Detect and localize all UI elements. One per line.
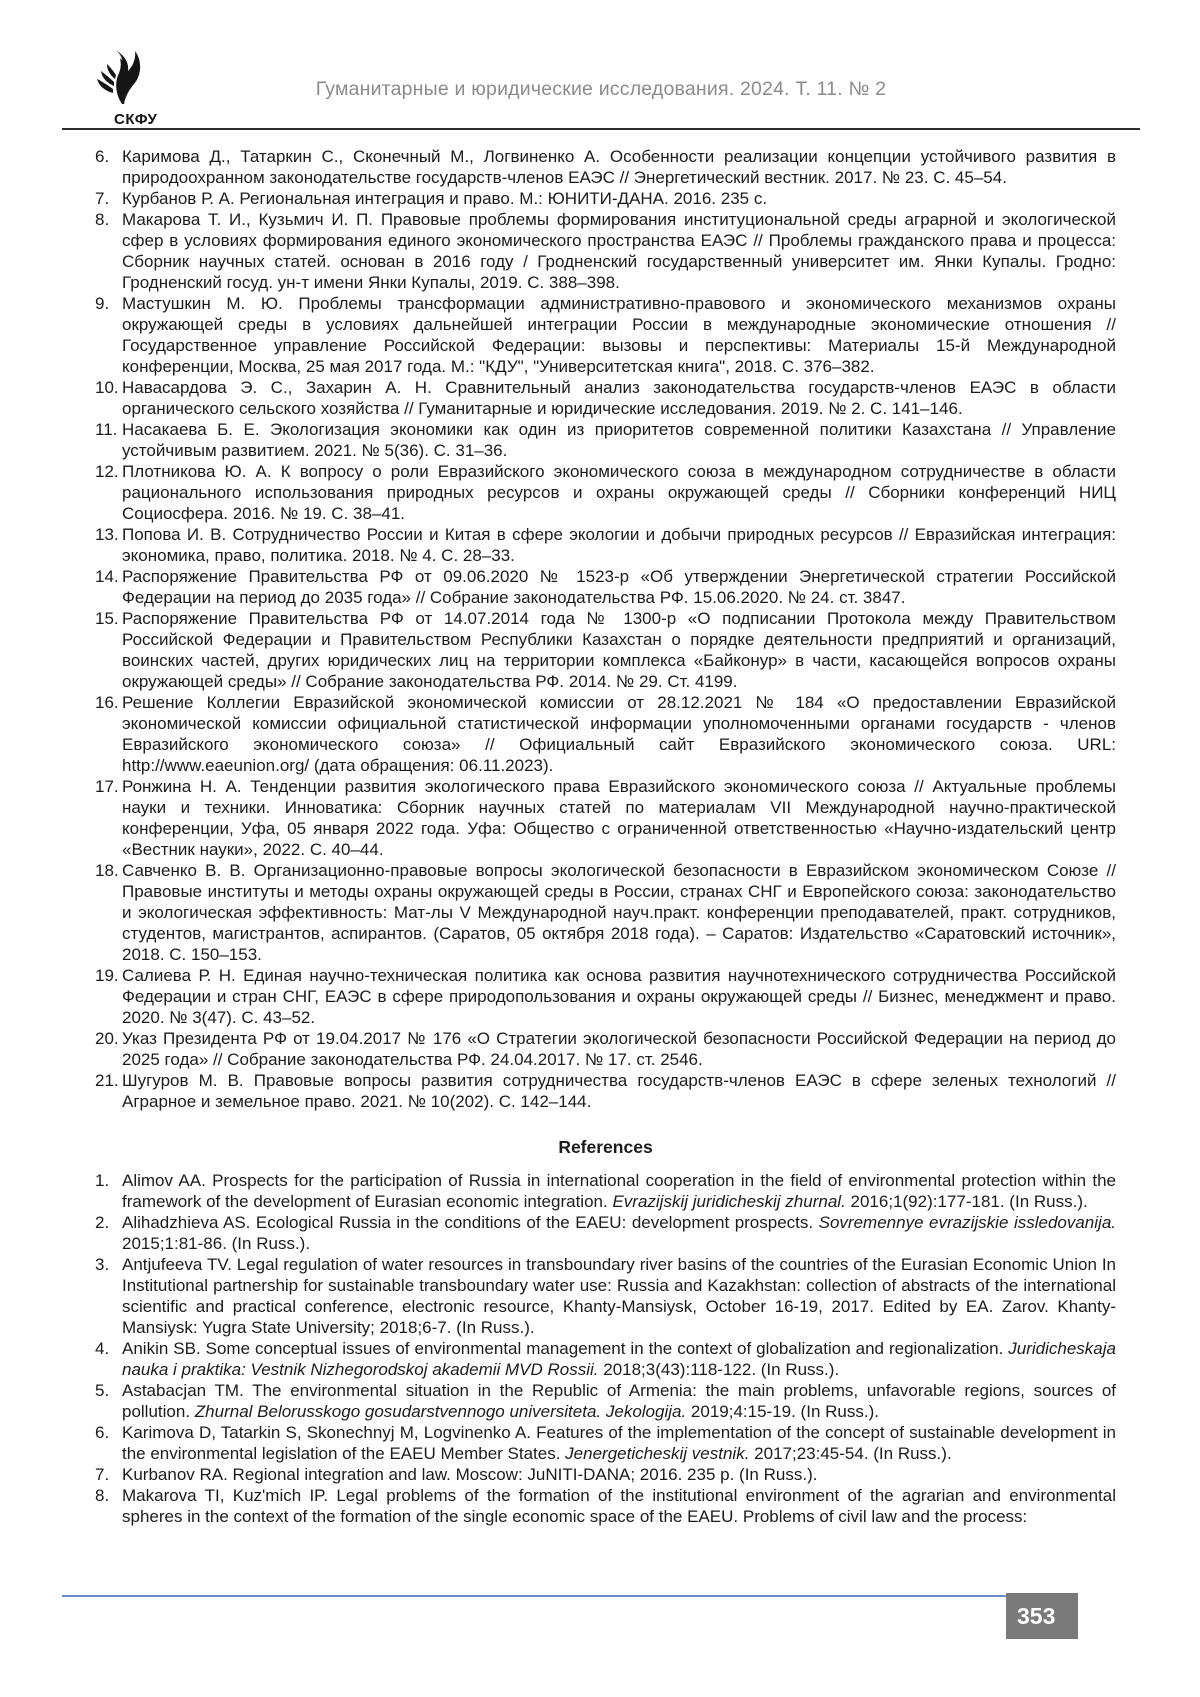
bibliography-item: [95, 776, 1116, 860]
bibliography-item: [95, 860, 1116, 965]
item-number: 6.: [95, 147, 110, 166]
item-number: 7.: [95, 189, 110, 208]
item-text: Савченко В. В. Организационно-правовые вопросы экологической безопасности в Евразийском экономическом Союзе // Правовые институты и методы охраны окружающей среды в России, странах СНГ и Европейского союза: законодательство и экологическая эффективность: Мат-лы V Международной науч.практ. конференции преподавателей, практ. сотрудников, студентов, магистрантов, аспирантов. (Саратов, 05 октября 2018 года). – Саратов: Издательство «Саратовский источник», 2018. С. 150–153.: [122, 861, 1116, 964]
bibliography-item: [95, 146, 1116, 188]
item-text: Kurbanov RA. Regional integration and law. Moscow: JuNITI-DANA; 2016. 235 p. (In Russ.).: [122, 1465, 818, 1484]
bibliography-item: [95, 188, 1116, 209]
bibliography-item: [95, 566, 1116, 608]
item-number: 8.: [95, 210, 110, 229]
item-text: Плотникова Ю. А. К вопросу о роли Евразийского экономического союза в международном сотрудничестве в области рационального использования природных ресурсов и охраны окружающей среды // Сборники конференций НИЦ Социосфера. 2016. № 19. С. 38–41.: [122, 462, 1116, 523]
item-number: 1.: [95, 1171, 110, 1190]
reference-item: [95, 1212, 1116, 1254]
logo-text: СКФУ: [114, 111, 158, 128]
item-text: Решение Коллегии Евразийской экономической комиссии от 28.12.2021 № 184 «О предоставлении Евразийской экономической комиссии официальной статистической информации уполномоченными органами государств - членов Евразийского экономического союза» // Официальный сайт Евразийского экономического союза. URL: http://www.eaeunion.org/ (дата обращения: 06.11.2023).: [122, 693, 1116, 775]
item-number: 9.: [95, 294, 110, 313]
item-text: Alimov AA. Prospects for the participation of Russia in international cooperation in the field of environmental protection within the framework of the development of Eurasian economic integration. Evrazijskij juridicheskij zhurnal. 2016;1(92):177-181. (In Russ.).: [122, 1171, 1116, 1211]
journal-title: Гуманитарные и юридические исследования. 2024. Т. 11. № 2: [315, 78, 887, 100]
item-number: 13.: [95, 525, 119, 544]
item-number: 12.: [95, 462, 119, 481]
item-text: Alihadzhieva AS. Ecological Russia in the conditions of the EAEU: development prospects. Sovremennye evrazijskie issledovanija. 2015;1:81-86. (In Russ.).: [122, 1213, 1116, 1253]
page-content: [95, 146, 1116, 1527]
item-text: Karimova D, Tatarkin S, Skonechnyj M, Logvinenko A. Features of the implementation of the concept of sustainable development in the environmental legislation of the EAEU Member States. Jenergeticheskij vestnik. 2017;23:45-54. (In Russ.).: [122, 1423, 1116, 1463]
reference-item: [95, 1380, 1116, 1422]
item-text: Antjufeeva TV. Legal regulation of water resources in transboundary river basins of the countries of the Eurasian Economic Union In Institutional partnership for sustainable transboundary water use: Russia and Kazakhstan: collection of abstracts of the international scientific and practical conference, electronic resource, Khanty-Mansiysk, October 16-19, 2017. Edited by EA. Zarov. Khanty-Mansiysk: Yugra State University; 2018;6-7. (In Russ.).: [122, 1255, 1116, 1337]
item-number: 7.: [95, 1465, 110, 1484]
item-text: Makarova TI, Kuz'mich IP. Legal problems of the formation of the institutional environment of the agrarian and environmental spheres in the context of the formation of the single economic space of the EAEU. Problems of civil law and the process:: [122, 1486, 1116, 1526]
reference-item: [95, 1254, 1116, 1338]
bibliography-item: [95, 524, 1116, 566]
bibliography-item: [95, 377, 1116, 419]
item-text: Курбанов Р. А. Региональная интеграция и право. М.: ЮНИТИ-ДАНА. 2016. 235 с.: [122, 189, 768, 208]
item-number: 19.: [95, 966, 119, 985]
item-text: Astabacjan TM. The environmental situation in the Republic of Armenia: the main problems, unfavorable regions, sources of pollution. Zhurnal Belorusskogo gosudarstvennogo universiteta. Jekologija. 2019;4:15-19. (In Russ.).: [122, 1381, 1116, 1421]
bibliography-item: [95, 209, 1116, 293]
item-text: Макарова Т. И., Кузьмич И. П. Правовые проблемы формирования институциональной среды аграрной и экологической сфер в условиях формирования единого экономического пространства ЕАЭС // Проблемы гражданского права и процесса: Сборник научных статей. основан в 2016 году / Гродненский государственный университет им. Янки Купалы. Гродно: Гродненский госуд. ун-т имени Янки Купалы, 2019. С. 388–398.: [122, 210, 1116, 292]
item-text: Указ Президента РФ от 19.04.2017 № 176 «О Стратегии экологической безопасности Российской Федерации на период до 2025 года» // Собрание законодательства РФ. 24.04.2017. № 17. ст. 2546.: [122, 1029, 1116, 1069]
item-text: Попова И. В. Сотрудничество России и Китая в сфере экологии и добычи природных ресурсов // Евразийская интеграция: экономика, право, политика. 2018. № 4. С. 28–33.: [122, 525, 1116, 565]
page-header: [62, 0, 1140, 130]
item-number: 8.: [95, 1486, 110, 1505]
reference-item: [95, 1485, 1116, 1527]
item-text: Салиева Р. Н. Единая научно-техническая политика как основа развития научнотехнического сотрудничества Российской Федерации и стран СНГ, ЕАЭС в сфере природопользования и охраны окружающей среды // Бизнес, менеджмент и право. 2020. № 3(47). С. 43–52.: [122, 966, 1116, 1027]
bibliography-item: [95, 1070, 1116, 1112]
bibliography-item: [95, 293, 1116, 377]
reference-item: [95, 1338, 1116, 1380]
item-number: 21.: [95, 1071, 119, 1090]
references-heading: References: [558, 1137, 653, 1157]
bibliography-item: [95, 461, 1116, 524]
references-list: [95, 1170, 1116, 1527]
item-number: 5.: [95, 1381, 110, 1400]
bibliography-item: [95, 608, 1116, 692]
bibliography-item: [95, 692, 1116, 776]
item-text: Ронжина Н. А. Тенденции развития экологического права Евразийского экономического союза // Актуальные проблемы науки и техники. Инноватика: Сборник научных статей по материалам VII Международной научно-практической конференции, Уфа, 05 января 2022 года. Уфа: Общество с ограниченной ответственностью «Научно-издательский центр «Вестник науки», 2022. С. 40–44.: [122, 777, 1116, 859]
item-number: 3.: [95, 1255, 110, 1274]
item-number: 20.: [95, 1029, 119, 1048]
item-number: 15.: [95, 609, 119, 628]
item-number: 16.: [95, 693, 119, 712]
item-text: Каримова Д., Татаркин С., Сконечный М., Логвиненко А. Особенности реализации концепции устойчивого развития в природоохранном законодательстве государств-членов ЕАЭС // Энергетический вестник. 2017. № 23. С. 45–54.: [122, 147, 1116, 187]
item-text: Anikin SB. Some conceptual issues of environmental management in the context of globalization and regionalization. Juridicheskaja nauka i praktika: Vestnik Nizhegorodskoj akademii MVD Rossii. 2018;3(43):118-122. (In Russ.).: [122, 1339, 1116, 1379]
page-number-badge: [1006, 1593, 1078, 1639]
footer-rule: [62, 1595, 1008, 1597]
bibliography-item: [95, 419, 1116, 461]
bibliography-item: [95, 965, 1116, 1028]
item-number: 11.: [95, 420, 118, 439]
item-number: 10.: [95, 378, 119, 397]
item-number: 4.: [95, 1339, 110, 1358]
item-number: 14.: [95, 567, 119, 586]
item-text: Шугуров М. В. Правовые вопросы развития сотрудничества государств-членов ЕАЭС в сфере зеленых технологий // Аграрное и земельное право. 2021. № 10(202). С. 142–144.: [122, 1071, 1116, 1111]
item-text: Распоряжение Правительства РФ от 14.07.2014 года № 1300-р «О подписании Протокола между Правительством Российской Федерации и Правительством Республики Казахстан о порядке деятельности предприятий и организаций, воинских частей, других юридических лиц на территории комплекса «Байконур» в части, касающейся вопросов охраны окружающей среды» // Собрание законодательства РФ. 2014. № 29. Ст. 4199.: [122, 609, 1116, 691]
item-text: Навасардова Э. С., Захарин А. Н. Сравнительный анализ законодательства государств-членов ЕАЭС в области органического сельского хозяйства // Гуманитарные и юридические исследования. 2019. № 2. С. 141–146.: [122, 378, 1116, 418]
item-number: 6.: [95, 1423, 110, 1442]
item-number: 18.: [95, 861, 119, 880]
reference-item: [95, 1422, 1116, 1464]
item-text: Распоряжение Правительства РФ от 09.06.2020 № 1523-р «Об утверждении Энергетической стратегии Российской Федерации на период до 2035 года» // Собрание законодательства РФ. 15.06.2020. № 24. ст. 3847.: [122, 567, 1116, 607]
item-number: 17.: [95, 777, 119, 796]
bibliography-item: [95, 1028, 1116, 1070]
item-text: Мастушкин М. Ю. Проблемы трансформации административно-правового и экономического механизмов охраны окружающей среды в условиях дальнейшей интеграции России в международные экономические отношения // Государственное управление Российской Федерации: вызовы и перспективы: Материалы 15-й Международной конференции, Москва, 25 мая 2017 года. М.: "КДУ", "Университетская книга", 2018. С. 376–382.: [122, 294, 1116, 376]
page-number: 353: [1017, 1602, 1056, 1629]
item-number: 2.: [95, 1213, 110, 1232]
reference-item: [95, 1170, 1116, 1212]
item-text: Насакаева Б. Е. Экологизация экономики как один из приоритетов современной политики Казахстана // Управление устойчивым развитием. 2021. № 5(36). С. 31–36.: [122, 420, 1116, 460]
reference-item: [95, 1464, 1116, 1485]
bibliography-list: [95, 146, 1116, 1112]
